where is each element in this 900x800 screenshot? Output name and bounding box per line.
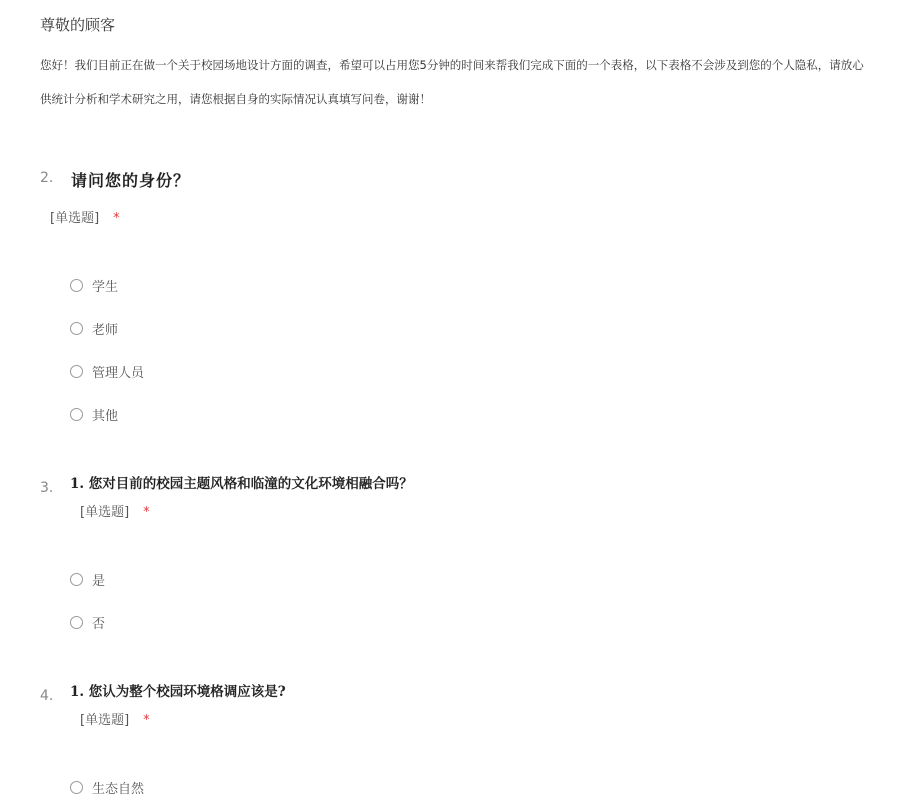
option-other[interactable] bbox=[70, 404, 118, 424]
question-number: 3. bbox=[40, 480, 54, 496]
question-type-text: [单选题] bbox=[50, 211, 100, 226]
option-no[interactable] bbox=[70, 612, 105, 632]
question-type-label bbox=[80, 501, 150, 520]
option-yes[interactable] bbox=[70, 569, 105, 589]
question-type-label bbox=[80, 709, 150, 728]
option-teacher[interactable] bbox=[70, 318, 118, 338]
option-manager[interactable] bbox=[70, 361, 144, 381]
question-title: 1. 您认为整个校园环境格调应该是? bbox=[70, 684, 286, 700]
option-label: 否 bbox=[92, 616, 106, 632]
radio-circle-icon[interactable] bbox=[70, 279, 83, 292]
question-type-label bbox=[50, 207, 120, 226]
question-type-text: [单选题] bbox=[80, 505, 130, 520]
question-title: 请问您的身份？ bbox=[71, 171, 191, 190]
option-student[interactable] bbox=[70, 275, 118, 295]
survey-intro-line-1: 您好！我们目前正在做一个关于校园场地设计方面的调查，希望可以占用您5分钟的时间来帮我们完成下面的一个表格，以下表格不会涉及到您的个人隐私，请放心 bbox=[40, 58, 864, 72]
question-type-text: [单选题] bbox=[80, 713, 130, 728]
radio-circle-icon[interactable] bbox=[70, 365, 83, 378]
radio-circle-icon[interactable] bbox=[70, 616, 83, 629]
required-asterisk: * bbox=[143, 505, 150, 520]
radio-circle-icon[interactable] bbox=[70, 408, 83, 421]
required-asterisk: * bbox=[113, 211, 120, 226]
question-title: 1. 您对目前的校园主题风格和临潼的文化环境相融合吗？ bbox=[70, 476, 413, 492]
survey-intro-line-2: 供统计分析和学术研究之用，请您根据自身的实际情况认真填写问卷，谢谢！ bbox=[40, 92, 431, 106]
required-asterisk: * bbox=[143, 713, 150, 728]
option-label: 学生 bbox=[92, 279, 119, 295]
question-number: 4. bbox=[40, 688, 54, 704]
radio-circle-icon[interactable] bbox=[70, 322, 83, 335]
radio-circle-icon[interactable] bbox=[70, 781, 83, 794]
option-ecological-natural[interactable] bbox=[70, 777, 144, 797]
option-label: 其他 bbox=[92, 408, 119, 424]
survey-greeting: 尊敬的顾客 bbox=[40, 16, 116, 34]
option-label: 管理人员 bbox=[92, 365, 145, 381]
option-label: 生态自然 bbox=[92, 781, 145, 797]
radio-circle-icon[interactable] bbox=[70, 573, 83, 586]
option-label: 老师 bbox=[92, 322, 119, 338]
question-number: 2. bbox=[40, 170, 54, 186]
option-label: 是 bbox=[92, 573, 106, 589]
